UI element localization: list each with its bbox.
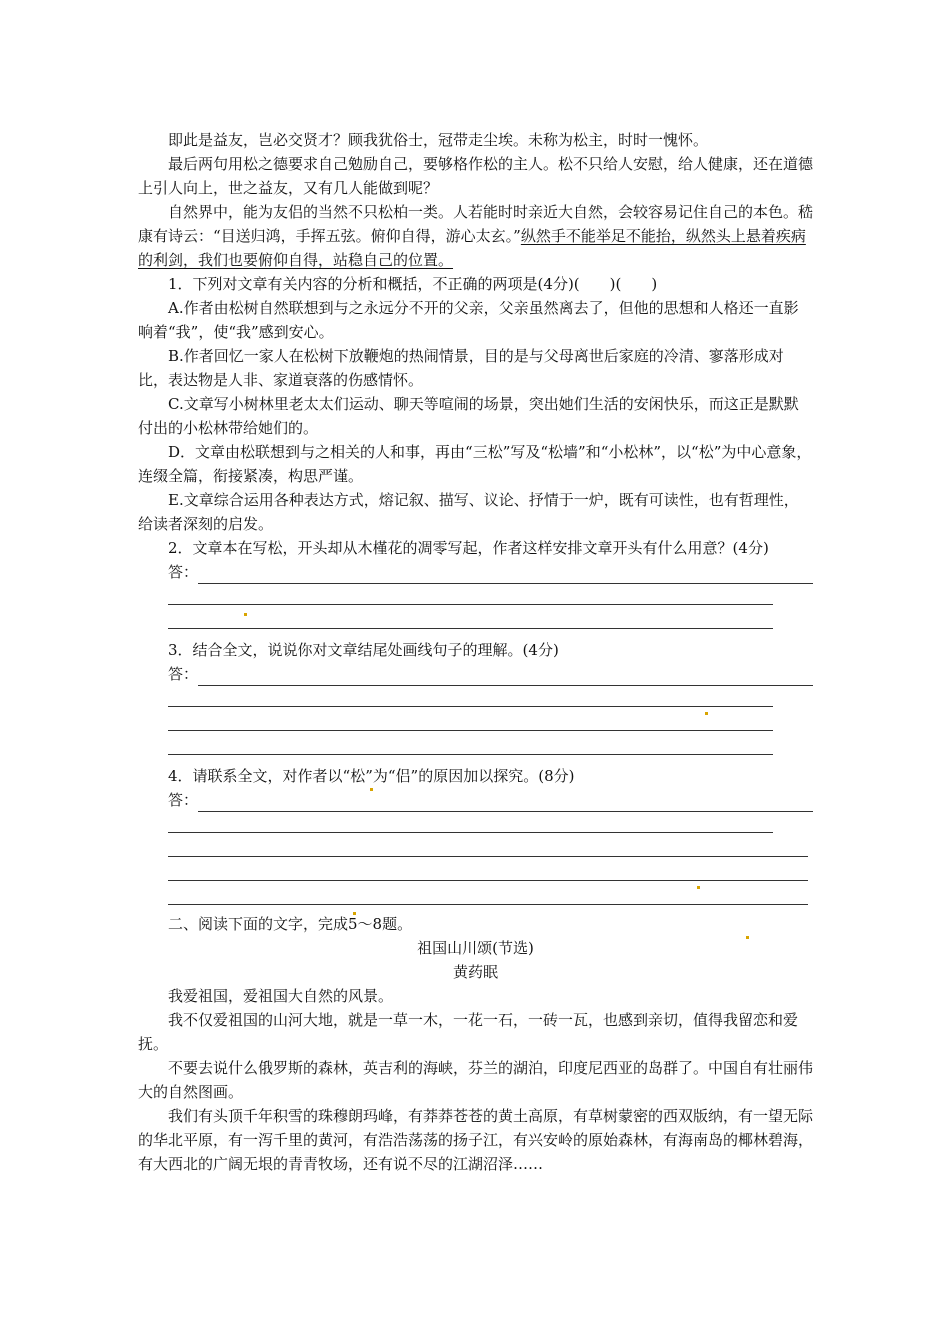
question-3: 3．结合全文，说说你对文章结尾处画线句子的理解。(4分) xyxy=(168,641,559,659)
paragraph: 我不仅爱祖国的山河大地，就是一草一木，一花一石，一砖一瓦，也感到亲切，值得我留恋和爱抚。 xyxy=(138,1011,799,1053)
scan-dot xyxy=(746,936,749,939)
answer-line[interactable] xyxy=(168,880,808,881)
paragraph: 我爱祖国，爱祖国大自然的风景。 xyxy=(168,987,394,1005)
section-two-instruction: 二、阅读下面的文字，完成5～8题。 xyxy=(168,915,413,933)
option-b: B.作者回忆一家人在松树下放鞭炮的热闹情景，目的是与父母离世后家庭的冷清、寥落形成对比，表达物是人非、家道衰落的伤感情怀。 xyxy=(138,347,784,389)
answer-area-3[interactable] xyxy=(138,662,813,758)
paragraph xyxy=(138,200,813,272)
paragraph: 最后两句用松之德要求自己勉励自己，要够格作松的主人。松不只给人安慰，给人健康，还在道德上引人向上，世之益友，又有几人能做到呢？ xyxy=(138,155,814,197)
scan-dot xyxy=(697,886,700,889)
answer-line[interactable] xyxy=(198,565,813,584)
option-d: D．文章由松联想到与之相关的人和事，再由“三松”写及“松墙”和“小松林”，以“松”为中心意象，连缀全篇，衔接紧凑，构思严谨。 xyxy=(138,443,812,485)
document-body xyxy=(138,128,813,1176)
question-2: 2．文章本在写松，开头却从木槿花的凋零写起，作者这样安排文章开头有什么用意？(4分) xyxy=(168,539,769,557)
poem-line: 即此是益友，岂必交贤才？顾我犹俗士，冠带走尘埃。未称为松主，时时一愧怀。 xyxy=(168,131,709,149)
paragraph-text: 自然界中，能为友侣的当然不只松柏一类。人若能时时亲近大自然，会较容易记住自己的本色。嵇康有诗云：“目送归鸿，手挥五弦。俯仰自得，游心太玄。” xyxy=(138,203,814,245)
answer-label: 答： xyxy=(168,791,199,809)
answer-line[interactable] xyxy=(168,856,808,857)
answer-line[interactable] xyxy=(168,604,773,605)
article-title: 祖国山川颂(节选) xyxy=(417,939,534,957)
answer-area-4[interactable] xyxy=(138,788,813,908)
article-author: 黄药眠 xyxy=(452,963,498,981)
question-4: 4．请联系全文，对作者以“松”为“侣”的原因加以探究。(8分) xyxy=(168,767,575,785)
paragraph: 不要去说什么俄罗斯的森林，英吉利的海峡，芬兰的湖泊，印度尼西亚的岛群了。中国自有壮丽伟大的自然图画。 xyxy=(138,1059,814,1101)
question-1: 1．下列对文章有关内容的分析和概括，不正确的两项是(4分)( )( ) xyxy=(168,275,658,293)
answer-label: 答： xyxy=(168,665,199,683)
answer-line[interactable] xyxy=(168,730,773,731)
option-e: E.文章综合运用各种表达方式，熔记叙、描写、议论、抒情于一炉，既有可读性，也有哲理性，给读者深刻的启发。 xyxy=(138,491,799,533)
answer-area-2[interactable] xyxy=(138,560,813,632)
answer-line[interactable] xyxy=(168,904,808,905)
underlined-sentence: 纵然手不能举足不能抬，纵然头上悬着疾病的利剑，我们也要俯仰自得，站稳自己的位置。 xyxy=(138,227,806,269)
option-a: A.作者由松树自然联想到与之永远分不开的父亲，父亲虽然离去了，但他的思想和人格还一直影响着“我”，使“我”感到安心。 xyxy=(138,299,799,341)
answer-line[interactable] xyxy=(198,793,813,812)
scan-dot xyxy=(370,788,373,791)
answer-label: 答： xyxy=(168,563,199,581)
answer-line[interactable] xyxy=(198,667,813,686)
answer-line[interactable] xyxy=(168,706,773,707)
answer-line[interactable] xyxy=(168,754,773,755)
scan-dot xyxy=(244,613,247,616)
paragraph: 我们有头顶千年积雪的珠穆朗玛峰，有莽莽苍苍的黄土高原，有草树蒙密的西双版纳，有一望无际的华北平原，有一泻千里的黄河，有浩浩荡荡的扬子江，有兴安岭的原始森林，有海南岛的椰林碧海，有大西北的广阔无垠的青青牧场，还有说不尽的江湖沼泽…… xyxy=(138,1107,814,1173)
scan-dot xyxy=(705,712,708,715)
scan-dot xyxy=(353,912,356,915)
answer-line[interactable] xyxy=(168,832,773,833)
option-c: C.文章写小树林里老太太们运动、聊天等喧闹的场景，突出她们生活的安闲快乐，而这正是默默付出的小松林带给她们的。 xyxy=(138,395,799,437)
answer-line[interactable] xyxy=(168,628,773,629)
